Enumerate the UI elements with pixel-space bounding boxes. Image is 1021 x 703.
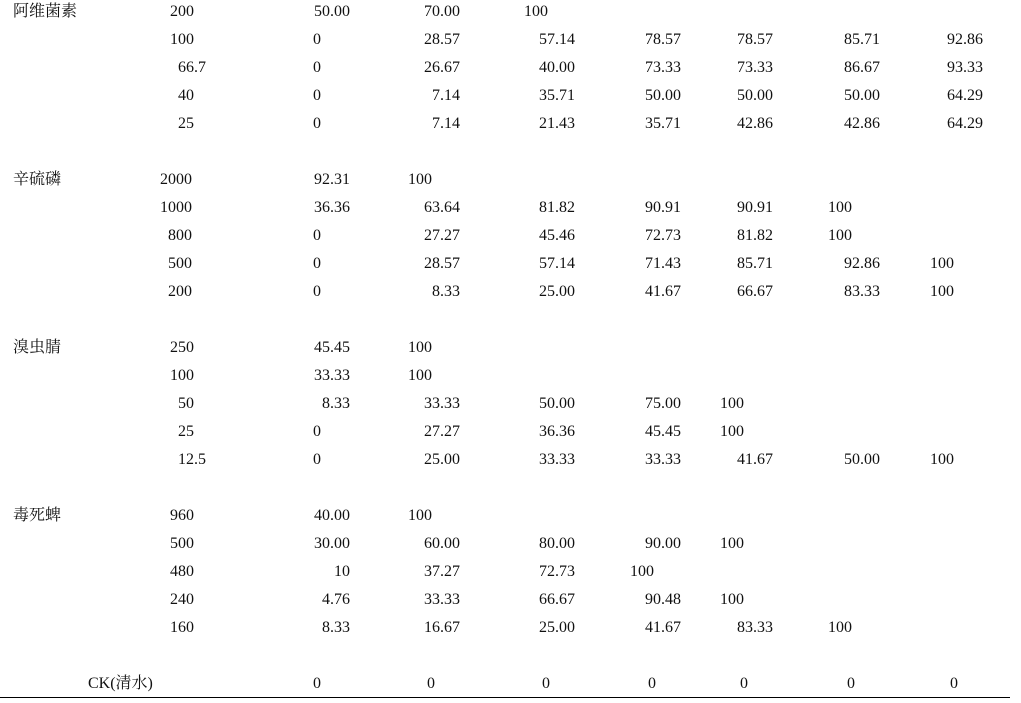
value-cell: 100 — [720, 395, 744, 412]
value-cell: 45.46 — [539, 227, 575, 244]
value-cell: 70.00 — [424, 3, 460, 20]
concentration-cell: 200 — [170, 3, 194, 20]
ck-value-cell: 0 — [542, 675, 550, 692]
value-cell: 83.33 — [844, 283, 880, 300]
group-label: 阿维菌素 — [13, 3, 78, 20]
value-cell: 100 — [408, 171, 432, 188]
value-cell: 45.45 — [645, 423, 681, 440]
value-cell: 78.57 — [737, 31, 773, 48]
value-cell: 81.82 — [539, 199, 575, 216]
value-cell: 63.64 — [424, 199, 460, 216]
ck-value-cell: 0 — [847, 675, 855, 692]
value-cell: 60.00 — [424, 535, 460, 552]
concentration-cell: 200 — [168, 283, 192, 300]
value-cell: 100 — [524, 3, 548, 20]
value-cell: 25.00 — [539, 619, 575, 636]
value-cell: 42.86 — [844, 115, 880, 132]
value-cell: 57.14 — [539, 31, 575, 48]
ck-value-cell: 0 — [648, 675, 656, 692]
value-cell: 90.91 — [737, 199, 773, 216]
value-cell: 90.91 — [645, 199, 681, 216]
value-cell: 41.67 — [645, 283, 681, 300]
concentration-cell: 500 — [170, 535, 194, 552]
value-cell: 33.33 — [539, 451, 575, 468]
value-cell: 30.00 — [314, 535, 350, 552]
concentration-cell: 800 — [168, 227, 192, 244]
value-cell: 66.67 — [539, 591, 575, 608]
concentration-cell: 66.7 — [178, 59, 206, 76]
value-cell: 26.67 — [424, 59, 460, 76]
value-cell: 41.67 — [645, 619, 681, 636]
concentration-cell: 240 — [170, 591, 194, 608]
value-cell: 100 — [930, 283, 954, 300]
value-cell: 71.43 — [645, 255, 681, 272]
value-cell: 100 — [720, 423, 744, 440]
value-cell: 57.14 — [539, 255, 575, 272]
value-cell: 92.86 — [947, 31, 983, 48]
value-cell: 4.76 — [322, 591, 350, 608]
concentration-cell: 12.5 — [178, 451, 206, 468]
value-cell: 50.00 — [737, 87, 773, 104]
value-cell: 40.00 — [539, 59, 575, 76]
value-cell: 90.48 — [645, 591, 681, 608]
value-cell: 16.67 — [424, 619, 460, 636]
value-cell: 0 — [313, 451, 321, 468]
value-cell: 100 — [408, 507, 432, 524]
value-cell: 41.67 — [737, 451, 773, 468]
value-cell: 50.00 — [645, 87, 681, 104]
value-cell: 35.71 — [645, 115, 681, 132]
value-cell: 50.00 — [314, 3, 350, 20]
value-cell: 100 — [930, 255, 954, 272]
value-cell: 100 — [930, 451, 954, 468]
ck-value-cell: 0 — [740, 675, 748, 692]
value-cell: 100 — [720, 591, 744, 608]
concentration-cell: 960 — [170, 507, 194, 524]
value-cell: 45.45 — [314, 339, 350, 356]
concentration-cell: 1000 — [160, 199, 192, 216]
value-cell: 73.33 — [645, 59, 681, 76]
value-cell: 100 — [630, 563, 654, 580]
value-cell: 100 — [720, 535, 744, 552]
value-cell: 8.33 — [322, 619, 350, 636]
value-cell: 8.33 — [322, 395, 350, 412]
value-cell: 0 — [313, 87, 321, 104]
ck-value-cell: 0 — [950, 675, 958, 692]
value-cell: 37.27 — [424, 563, 460, 580]
concentration-cell: 40 — [178, 87, 194, 104]
value-cell: 40.00 — [314, 507, 350, 524]
value-cell: 8.33 — [432, 283, 460, 300]
value-cell: 33.33 — [314, 367, 350, 384]
value-cell: 33.33 — [424, 395, 460, 412]
concentration-cell: 160 — [170, 619, 194, 636]
concentration-cell: 100 — [170, 367, 194, 384]
value-cell: 36.36 — [314, 199, 350, 216]
value-cell: 81.82 — [737, 227, 773, 244]
value-cell: 0 — [313, 31, 321, 48]
value-cell: 83.33 — [737, 619, 773, 636]
value-cell: 100 — [828, 619, 852, 636]
value-cell: 50.00 — [844, 451, 880, 468]
value-cell: 35.71 — [539, 87, 575, 104]
value-cell: 33.33 — [645, 451, 681, 468]
value-cell: 25.00 — [539, 283, 575, 300]
value-cell: 85.71 — [844, 31, 880, 48]
value-cell: 73.33 — [737, 59, 773, 76]
value-cell: 0 — [313, 423, 321, 440]
value-cell: 66.67 — [737, 283, 773, 300]
value-cell: 21.43 — [539, 115, 575, 132]
value-cell: 0 — [313, 115, 321, 132]
value-cell: 100 — [408, 367, 432, 384]
value-cell: 36.36 — [539, 423, 575, 440]
value-cell: 42.86 — [737, 115, 773, 132]
value-cell: 0 — [313, 283, 321, 300]
value-cell: 27.27 — [424, 423, 460, 440]
value-cell: 80.00 — [539, 535, 575, 552]
value-cell: 93.33 — [947, 59, 983, 76]
concentration-cell: 480 — [170, 563, 194, 580]
value-cell: 10 — [334, 563, 350, 580]
group-label: 辛硫磷 — [13, 171, 62, 188]
concentration-cell: 25 — [178, 423, 194, 440]
value-cell: 100 — [408, 339, 432, 356]
value-cell: 90.00 — [645, 535, 681, 552]
group-label: 溴虫腈 — [13, 339, 62, 356]
value-cell: 100 — [828, 227, 852, 244]
value-cell: 50.00 — [539, 395, 575, 412]
value-cell: 92.86 — [844, 255, 880, 272]
value-cell: 72.73 — [539, 563, 575, 580]
value-cell: 28.57 — [424, 255, 460, 272]
value-cell: 27.27 — [424, 227, 460, 244]
value-cell: 0 — [313, 59, 321, 76]
value-cell: 0 — [313, 227, 321, 244]
value-cell: 64.29 — [947, 115, 983, 132]
concentration-cell: 500 — [168, 255, 192, 272]
bottom-rule — [0, 697, 1010, 698]
value-cell: 64.29 — [947, 87, 983, 104]
group-label: 毒死蜱 — [13, 507, 62, 524]
concentration-cell: 100 — [170, 31, 194, 48]
ck-value-cell: 0 — [313, 675, 321, 692]
value-cell: 7.14 — [432, 87, 460, 104]
concentration-cell: 25 — [178, 115, 194, 132]
value-cell: 28.57 — [424, 31, 460, 48]
value-cell: 75.00 — [645, 395, 681, 412]
value-cell: 50.00 — [844, 87, 880, 104]
value-cell: 86.67 — [844, 59, 880, 76]
value-cell: 0 — [313, 255, 321, 272]
value-cell: 33.33 — [424, 591, 460, 608]
value-cell: 85.71 — [737, 255, 773, 272]
ck-value-cell: 0 — [427, 675, 435, 692]
value-cell: 25.00 — [424, 451, 460, 468]
value-cell: 100 — [828, 199, 852, 216]
concentration-cell: 2000 — [160, 171, 192, 188]
value-cell: 7.14 — [432, 115, 460, 132]
value-cell: 92.31 — [314, 171, 350, 188]
value-cell: 72.73 — [645, 227, 681, 244]
concentration-cell: 250 — [170, 339, 194, 356]
concentration-cell: 50 — [178, 395, 194, 412]
ck-label: CK(清水) — [88, 675, 153, 692]
value-cell: 78.57 — [645, 31, 681, 48]
